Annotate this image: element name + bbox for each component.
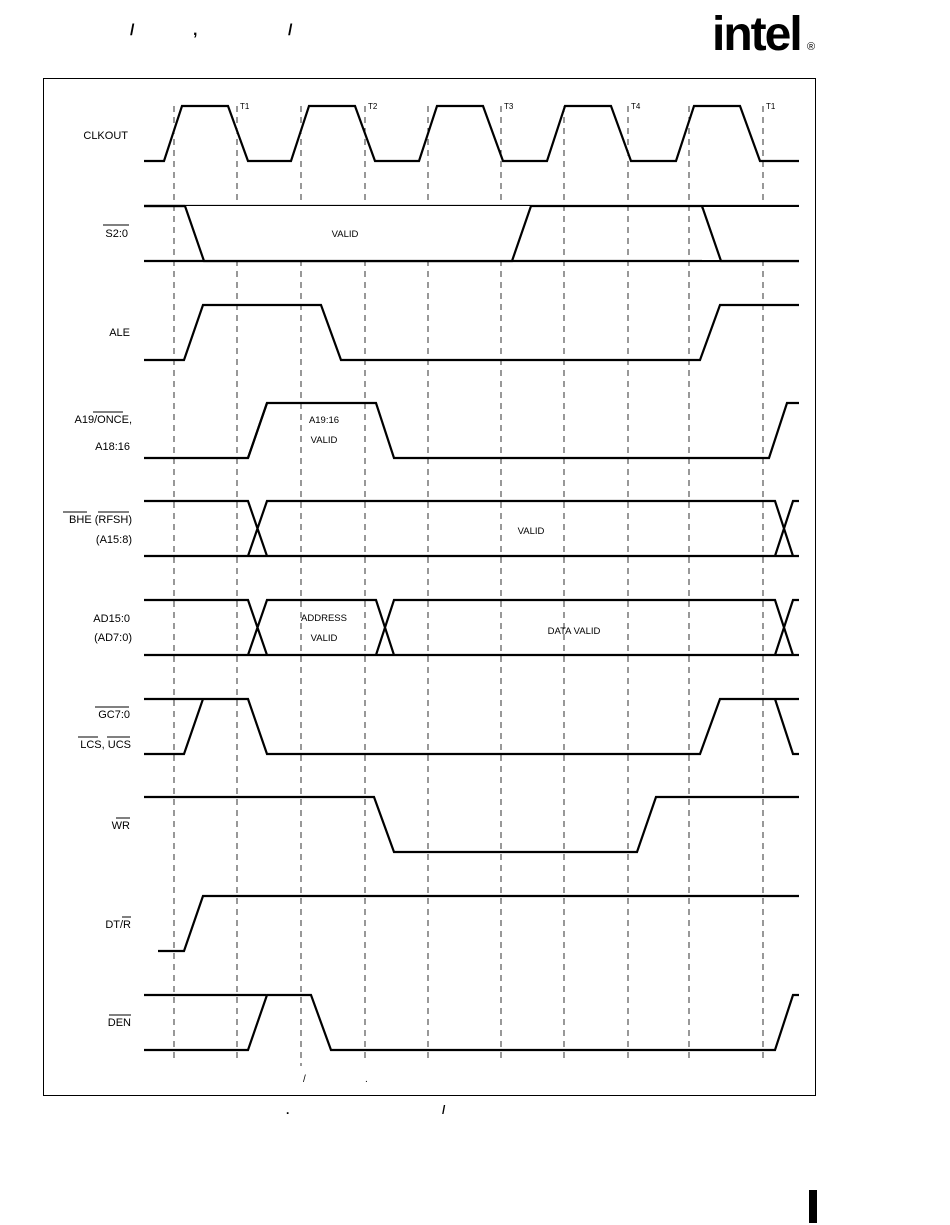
clkout-label: CLKOUT	[83, 130, 128, 142]
a19-label-line2: A18:16	[95, 441, 130, 453]
state-label-t3: T3	[504, 102, 514, 111]
gcs-waveform	[144, 699, 799, 754]
bhe-label-line2: (A15:8)	[95, 534, 132, 546]
ale-label: ALE	[109, 327, 130, 339]
logo-text: intel	[712, 8, 801, 61]
footer-mark-2: /	[442, 1103, 446, 1117]
ad-bus-waveform	[144, 600, 799, 655]
s20-valid-text: VALID	[331, 229, 359, 240]
dtr-label: DT/R	[105, 919, 131, 931]
gcs-label-line1: GC7:0	[98, 709, 130, 721]
den-waveform	[144, 995, 799, 1050]
footer-mark-1: .	[286, 1103, 290, 1117]
s20-label: S2:0	[105, 228, 128, 240]
state-label-t4: T4	[631, 102, 641, 111]
a19-text-line2: VALID	[310, 435, 338, 446]
ad-label-line2: (AD7:0)	[94, 632, 132, 644]
gcs-label-line2: LCS, UCS	[80, 739, 131, 751]
ad-label-line1: AD15:0	[93, 613, 130, 625]
den-label: DEN	[107, 1017, 131, 1029]
clkout-waveform	[144, 106, 799, 161]
ale-waveform	[144, 305, 799, 360]
intel-logo	[712, 2, 822, 64]
page-edge-bar	[809, 1190, 817, 1223]
state-label-t2: T2	[368, 102, 378, 111]
dtr-waveform	[158, 896, 799, 951]
registered-mark: ®	[807, 41, 816, 53]
header-mark-1: /	[130, 22, 135, 39]
header-mark-3: /	[288, 22, 293, 39]
bottom-mark-1: /	[303, 1074, 306, 1085]
bhe-label-line1: BHE (RFSH)	[69, 514, 132, 526]
bhe-valid-text: VALID	[517, 526, 545, 537]
bhe-bus-waveform	[144, 501, 799, 556]
ad-address-line2: VALID	[310, 633, 338, 644]
state-label-t1: T1	[240, 102, 250, 111]
a19-waveform	[144, 403, 799, 458]
ad-address-line1: ADDRESS	[301, 613, 347, 624]
state-label-t1-next: T1	[766, 102, 776, 111]
header-mark-2: ,	[193, 22, 198, 39]
wr-waveform	[144, 797, 799, 852]
a19-text-line1: A19:16	[308, 415, 340, 426]
timing-diagram	[43, 78, 816, 1096]
wr-label: WR	[111, 820, 130, 832]
ad-data-valid-text: DATA VALID	[547, 626, 601, 637]
a19-label-line1: A19/ONCE,	[74, 414, 132, 426]
bottom-mark-2: .	[365, 1074, 368, 1085]
